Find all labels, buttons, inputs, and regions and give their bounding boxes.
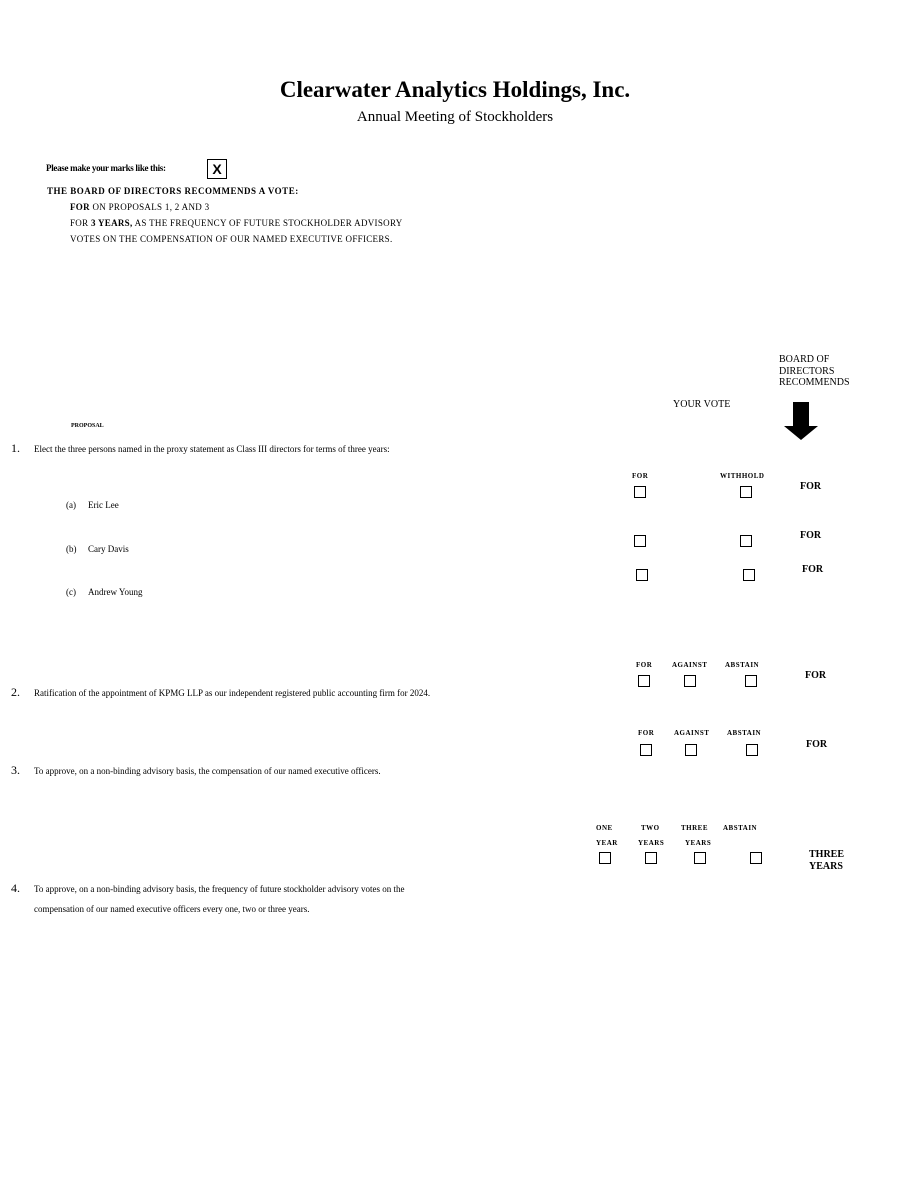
instruction-bold: FOR (70, 202, 90, 212)
instruction-bold: 3 YEARS, (90, 218, 133, 228)
withhold-checkbox[interactable] (743, 569, 755, 581)
option-label: YEARS (685, 839, 712, 847)
your-vote-header: YOUR VOTE (673, 399, 731, 410)
proposal-text: To approve, on a non-binding advisory basis, the frequency of future stockholder advisory votes on the (34, 884, 405, 894)
rec-line: THREE (809, 849, 845, 860)
proposal-number: 4. (11, 881, 20, 895)
withhold-checkbox[interactable] (740, 486, 752, 498)
for-checkbox[interactable] (638, 675, 650, 687)
proposal-text: To approve, on a non-binding advisory basis, the compensation of our named executive officers. (34, 766, 381, 776)
nominee-name: Eric Lee (88, 500, 119, 510)
against-checkbox[interactable] (685, 744, 697, 756)
option-label: AGAINST (672, 661, 708, 669)
board-recommendation: FOR (800, 481, 822, 492)
board-recommendation: FOR (800, 530, 822, 541)
board-recommendation: FOR (806, 739, 828, 750)
proposal-number: 1. (11, 441, 20, 455)
option-label: WITHHOLD (720, 472, 765, 480)
nominee-name: Andrew Young (88, 587, 143, 597)
header-line: BOARD OF (779, 354, 830, 365)
header-line: RECOMMENDS (779, 377, 850, 388)
option-label: ABSTAIN (723, 824, 758, 832)
proposal-number: 2. (11, 685, 20, 699)
instruction-text: AS THE FREQUENCY OF FUTURE STOCKHOLDER ADVISORY (132, 218, 403, 228)
marks-label: Please make your marks like this: (46, 163, 166, 173)
abstain-checkbox[interactable] (750, 852, 762, 864)
instruction-text: FOR (70, 218, 91, 228)
for-checkbox[interactable] (640, 744, 652, 756)
rec-line: YEARS (809, 861, 843, 872)
instruction-line-2 (70, 218, 403, 228)
proposal-text: Ratification of the appointment of KPMG LLP as our independent registered public accounting firm for 2024. (34, 688, 431, 698)
option-label: FOR (632, 472, 649, 480)
down-arrow-icon (784, 402, 818, 440)
proposal-number: 3. (11, 763, 20, 777)
meeting-subtitle: Annual Meeting of Stockholders (356, 109, 554, 125)
option-label: ONE (596, 824, 613, 832)
proposal-text-continued: compensation of our named executive officers every one, two or three years. (34, 904, 310, 914)
header-line: DIRECTORS (779, 365, 835, 377)
for-checkbox[interactable] (634, 535, 646, 547)
proposal-text: Elect the three persons named in the proxy statement as Class III directors for terms of three years: (34, 444, 390, 454)
for-checkbox[interactable] (636, 569, 648, 581)
abstain-checkbox[interactable] (746, 744, 758, 756)
withhold-checkbox[interactable] (740, 535, 752, 547)
abstain-checkbox[interactable] (745, 675, 757, 687)
instruction-line-3: VOTES ON THE COMPENSATION OF OUR NAMED EXECUTIVE OFFICERS. (70, 234, 393, 244)
nominee-label: (a) (66, 500, 76, 510)
example-mark: X (207, 159, 227, 179)
nominee-label: (c) (66, 587, 76, 597)
nominee-name: Cary Davis (88, 544, 129, 554)
one-year-checkbox[interactable] (599, 852, 611, 864)
option-label: THREE (681, 824, 709, 832)
option-label: FOR (636, 661, 653, 669)
board-recommends-header (779, 354, 850, 389)
nominee-label: (b) (66, 544, 77, 554)
option-label: FOR (638, 729, 655, 737)
option-label: ABSTAIN (727, 729, 762, 737)
instruction-text: ON PROPOSALS 1, 2 AND 3 (92, 202, 210, 212)
against-checkbox[interactable] (684, 675, 696, 687)
company-title: Clearwater Analytics Holdings, Inc. (279, 77, 631, 102)
option-label: ABSTAIN (725, 661, 760, 669)
board-heading: THE BOARD OF DIRECTORS RECOMMENDS A VOTE: (47, 186, 299, 196)
board-recommendation: FOR (802, 564, 824, 575)
option-label: TWO (641, 824, 660, 832)
two-years-checkbox[interactable] (645, 852, 657, 864)
board-recommendation (809, 849, 844, 873)
board-recommendation: FOR (805, 670, 827, 681)
proposal-header: PROPOSAL (71, 423, 104, 429)
option-label: YEARS (638, 839, 665, 847)
for-checkbox[interactable] (634, 486, 646, 498)
three-years-checkbox[interactable] (694, 852, 706, 864)
instruction-line-1 (70, 202, 209, 212)
option-label: AGAINST (674, 729, 710, 737)
option-label: YEAR (596, 839, 618, 847)
